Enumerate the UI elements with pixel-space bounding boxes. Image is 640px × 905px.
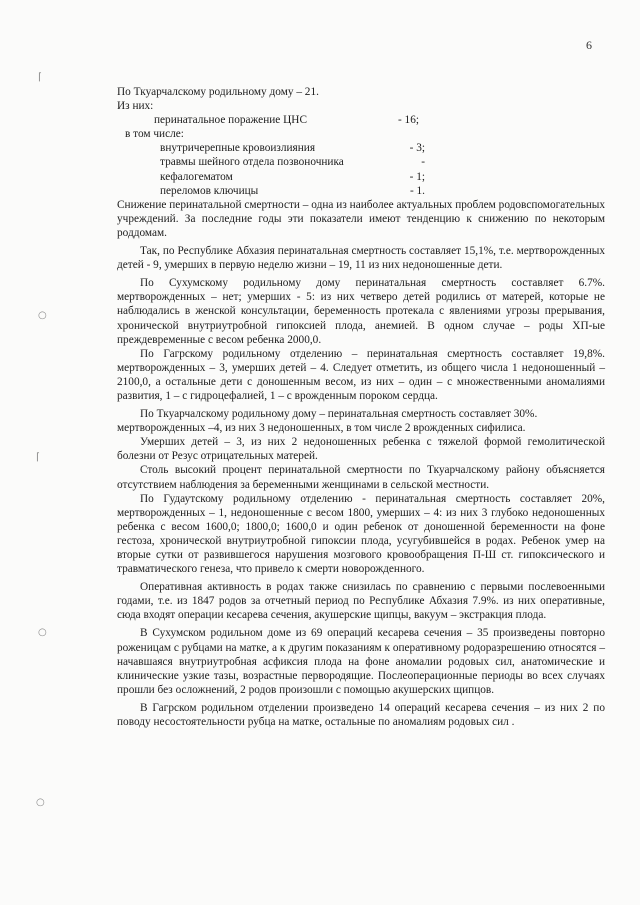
of-them-label: Из них: [117, 100, 154, 113]
section-title: По Ткуарчалскому родильному дому – 21. [117, 86, 319, 98]
paragraph: По Сухумскому родильному дому перинатальная смертность составляет 6.7%. мертворожденных – нет; умерших - 5: из них четверо детей родились от матерей, которые не наблюдались в женской консультации, беременность протекала с явлениями угрозы прерывания, хронической внутриутробной гипоксией плода, анемией. В одном случае – роды ХП-ые преждевременные с весом ребенка 2000,0. [117, 277, 605, 346]
list-item: кефалогематом - 1; [160, 170, 425, 183]
paragraph: По Гудаутскому родильному отделению - перинатальная смертность составляет 20%, мертворожденных – 1, недоношенные с весом 1800, умерших – 4: из них 3 глубоко недоношенных ребенка с весом 1600,0; 1800,0; 1600,0 и один ребенок от доношенной беременности на фоне гестоза, хронической внутриутробной гипоксии плода, усугубившейся в родах. Ребенок умер на вторые сутки от развившегося нарушения мозгового кровообращения П-Ш ст. гипоксического и травматического генеза, что привело к смерти новорожденного. [117, 492, 605, 576]
paragraph: Так, по Республике Абхазия перинатальная смертность составляет 15,1%, т.е. мертворожденных детей - 9, умерших в первую неделю жизни – 19, 11 из них недоношенные дети. [117, 245, 605, 272]
paragraph: Умерших детей – 3, из них 2 недоношенных ребенка с тяжелой формой гемолитической болезни от Резус отрицательных матерей. [117, 436, 605, 463]
margin-mark-icon: ⌈ [38, 72, 42, 83]
paragraph: В Сухумском родильном доме из 69 операций кесарева сечения – 35 произведены повторно роженицам с рубцами на матке, а к другим показаниям к оперативному родоразрешению относятся – начавшаяся внутриутробная асфиксия плода на фоне аномалии родовых сил, анатомические и клинические узкие тазы, возрастные первородящие. Послеоперационные периоды во всех случаях прошли без осложнений, 2 родов произошли с помощью акушерских щипцов. [117, 627, 605, 696]
paragraph: По Ткуарчалскому родильному дому – перинатальная смертность составляет 30%. [140, 408, 538, 421]
cns-label: перинатальное поражение ЦНС [154, 114, 307, 127]
cns-row [117, 113, 419, 127]
paragraph: По Гагрскому родильному отделению – перинатальная смертность составляет 19,8%. мертворожденных – 3, умерших детей – 4. Следует отметить, из общего числа 1 недоношенный – 2100,0, а остальные дети с доношенным весом, из них – один – с множественными аномалиями развития, 1 – с гидроцефалией, 1 – с врожденным пороком сердца. [117, 347, 605, 402]
paragraph: Столь высокий процент перинатальной смертности по Ткуарчалскому району объясняется отсутствием наблюдения за беременными женщинами в сельской местности. [117, 464, 605, 491]
paragraph: Оперативная активность в родах также снизилась по сравнению с первыми послевоенными годами, т.е. из 1847 родов за отчетный период по Республике Абхазия 7.9%. из них оперативные, сюда входят операции кесарева сечения, акушерские щипцы, вакуум – экстракция плода. [117, 581, 605, 622]
margin-mark-icon: ⌈ [36, 452, 40, 463]
margin-mark-icon: ○ [38, 627, 47, 638]
margin-mark-icon: ○ [36, 797, 45, 808]
page-number: 6 [586, 38, 592, 52]
document-body [117, 85, 605, 729]
margin-mark-icon: ○ [38, 310, 47, 321]
injury-list [117, 141, 425, 197]
paragraph: мертворожденных –4, из них 3 недоношенных, в том числе 2 врожденных сифилиса. [117, 422, 526, 435]
paragraph: Снижение перинатальной смертности – одна из наиболее актуальных проблем родовспомогательных учреждений. За последние годы эти показатели имеют тенденцию к снижению по некоторым роддомам. [117, 198, 605, 239]
including-label: в том числе: [125, 128, 184, 141]
list-item: внутричерепные кровоизлияния - 3; [160, 142, 425, 155]
paragraph: В Гагрском родильном отделении произведено 14 операций кесарева сечения – из них 2 по поводу несостоятельности рубца на матке, остальные по аномалиям родовых сил . [117, 701, 605, 729]
list-item: травмы шейного отдела позвоночника - [160, 156, 425, 169]
list-item: переломов ключицы - 1. [160, 184, 425, 197]
cns-value: - 16; [397, 114, 419, 127]
